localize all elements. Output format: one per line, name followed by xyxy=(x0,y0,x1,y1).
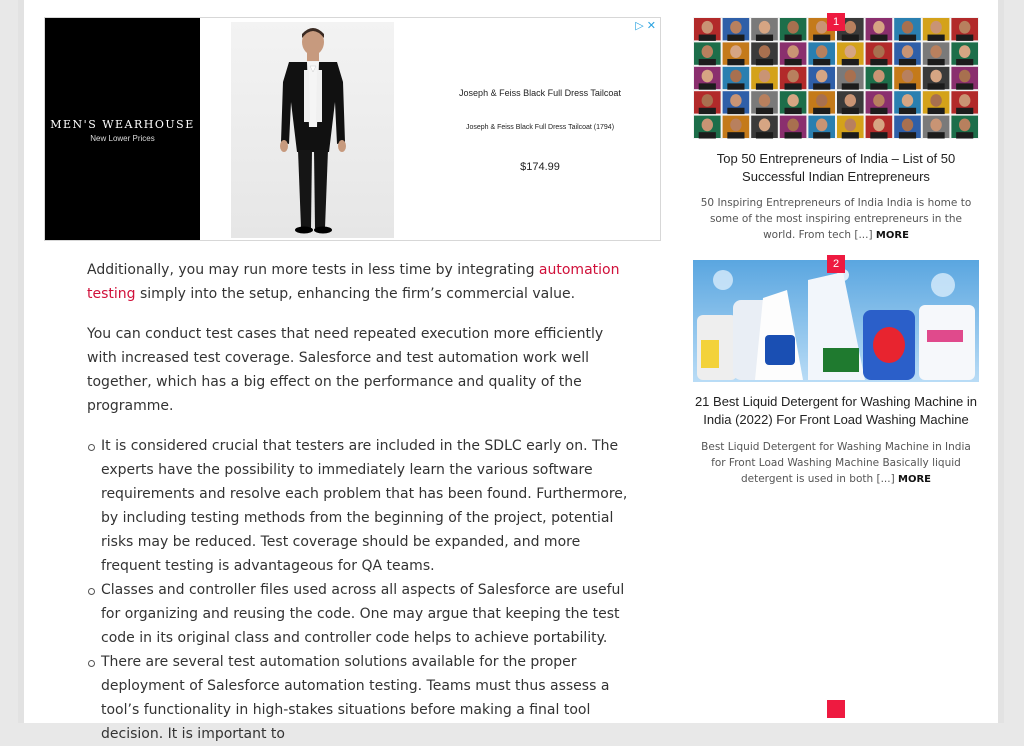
portrait-tile xyxy=(751,42,778,65)
portrait-tile xyxy=(751,67,778,90)
paragraph-text: simply into the setup, enhancing the firm’s commercial value. xyxy=(135,286,576,302)
portrait-tile xyxy=(951,91,978,114)
portrait-tile xyxy=(866,116,893,139)
post-thumbnail-entrepreneurs[interactable] xyxy=(693,17,979,139)
portrait-tile xyxy=(808,42,835,65)
portrait-tile xyxy=(837,42,864,65)
portrait-tile xyxy=(723,91,750,114)
ad-controls xyxy=(635,19,656,32)
advertisement-banner[interactable] xyxy=(44,17,661,241)
portrait-tile xyxy=(923,91,950,114)
more-link[interactable]: MORE xyxy=(875,230,909,241)
portrait-tile xyxy=(894,116,921,139)
ad-choices-icon[interactable]: ▷ xyxy=(635,20,644,32)
portrait-tile xyxy=(723,116,750,139)
ad-brand-logo: MEN'S WEARHOUSE xyxy=(50,118,195,131)
portrait-tile xyxy=(751,91,778,114)
post-excerpt xyxy=(693,439,979,488)
portrait-tile xyxy=(694,42,721,65)
portrait-tile xyxy=(951,18,978,41)
post-thumbnail-detergent[interactable] xyxy=(693,260,979,382)
portrait-tile xyxy=(894,18,921,41)
portrait-tile xyxy=(751,18,778,41)
portrait-tile xyxy=(837,67,864,90)
portrait-tile xyxy=(694,18,721,41)
portrait-tile xyxy=(780,42,807,65)
portrait-tile xyxy=(894,67,921,90)
article-paragraph: You can conduct test cases that need repeated execution more efficiently with increased test coverage. Salesforce and test automation work well together, which has a big effect on the performance and quality of the programme. xyxy=(87,326,604,414)
portrait-tile xyxy=(780,116,807,139)
portrait-tile xyxy=(923,42,950,65)
portrait-tile xyxy=(837,116,864,139)
portrait-tile xyxy=(951,116,978,139)
portrait-tile xyxy=(894,91,921,114)
article-paragraph xyxy=(87,258,637,306)
portrait-tile xyxy=(923,18,950,41)
portrait-tile xyxy=(694,116,721,139)
portrait-tile xyxy=(808,67,835,90)
automation-testing-link[interactable]: automation testing xyxy=(87,262,620,302)
list-item: There are several test automation solutions available for the proper deployment of Salesforce automation testing. Teams must thus assess a tool’s functionality in high-stakes situations before making a final tool decision. It is important to xyxy=(101,650,637,746)
ad-brand-tagline: New Lower Prices xyxy=(90,134,155,143)
list-item: Classes and controller files used across all aspects of Salesforce are useful for organizing and reusing the code. One may argue that keeping the test code in its original class and controller code helps to achieve portability. xyxy=(101,578,637,650)
portrait-tile xyxy=(808,116,835,139)
portrait-tile xyxy=(951,67,978,90)
ad-brand-panel[interactable] xyxy=(45,18,200,241)
portrait-tile xyxy=(866,18,893,41)
paragraph-text: Additionally, you may run more tests in less time by integrating xyxy=(87,262,539,278)
post-excerpt xyxy=(693,195,979,244)
article-bullet-list xyxy=(87,434,637,746)
portrait-tile xyxy=(837,91,864,114)
portrait-tile xyxy=(923,67,950,90)
portrait-tile xyxy=(780,18,807,41)
portrait-tile xyxy=(723,67,750,90)
portrait-tile xyxy=(694,67,721,90)
portrait-tile xyxy=(723,18,750,41)
portrait-tile xyxy=(723,42,750,65)
portrait-tile xyxy=(780,91,807,114)
portrait-tile xyxy=(694,91,721,114)
portrait-tile xyxy=(894,42,921,65)
portrait-tile xyxy=(923,116,950,139)
portrait-tile xyxy=(751,116,778,139)
ad-product-image[interactable] xyxy=(231,22,394,238)
more-link[interactable]: MORE xyxy=(898,474,932,485)
portrait-tile xyxy=(866,67,893,90)
rank-badge-partial xyxy=(827,700,845,718)
portrait-tile xyxy=(866,42,893,65)
portrait-tile xyxy=(951,42,978,65)
list-item: It is considered crucial that testers are included in the SDLC early on. The experts have the possibility to immediately learn the various software requirements and resolve each problem that has been found. Furthermore, by including testing methods from the beginning of the project, potential risks may be reduced. Test coverage should be expanded, and more frequent testing is advantageous for QA teams. xyxy=(101,434,637,578)
excerpt-text: 50 Inspiring Entrepreneurs of India India is home to some of the most inspiring entrepreneurs in the world. From tech [...] xyxy=(700,197,972,241)
excerpt-text: Best Liquid Detergent for Washing Machine in India for Front Load Washing Machine Basically liquid detergent is used in both [...] xyxy=(701,441,971,485)
post-title-link[interactable]: 21 Best Liquid Detergent for Washing Machine in India (2022) For Front Load Washing Machine xyxy=(694,394,978,427)
portrait-tile xyxy=(808,91,835,114)
portrait-tile xyxy=(780,67,807,90)
ad-product-subtitle[interactable]: Joseph & Feiss Black Full Dress Tailcoat (1794) xyxy=(465,124,615,131)
portrait-tile xyxy=(866,91,893,114)
rank-badge: 2 xyxy=(827,255,845,273)
article-body xyxy=(87,258,637,746)
ad-product-title[interactable]: Joseph & Feiss Black Full Dress Tailcoat xyxy=(459,88,621,98)
post-title-link[interactable]: Top 50 Entrepreneurs of India – List of 50 Successful Indian Entrepreneurs xyxy=(716,151,956,184)
close-icon[interactable]: ✕ xyxy=(646,20,656,32)
rank-badge: 1 xyxy=(827,13,845,31)
ad-product-price[interactable]: $174.99 xyxy=(520,161,560,173)
